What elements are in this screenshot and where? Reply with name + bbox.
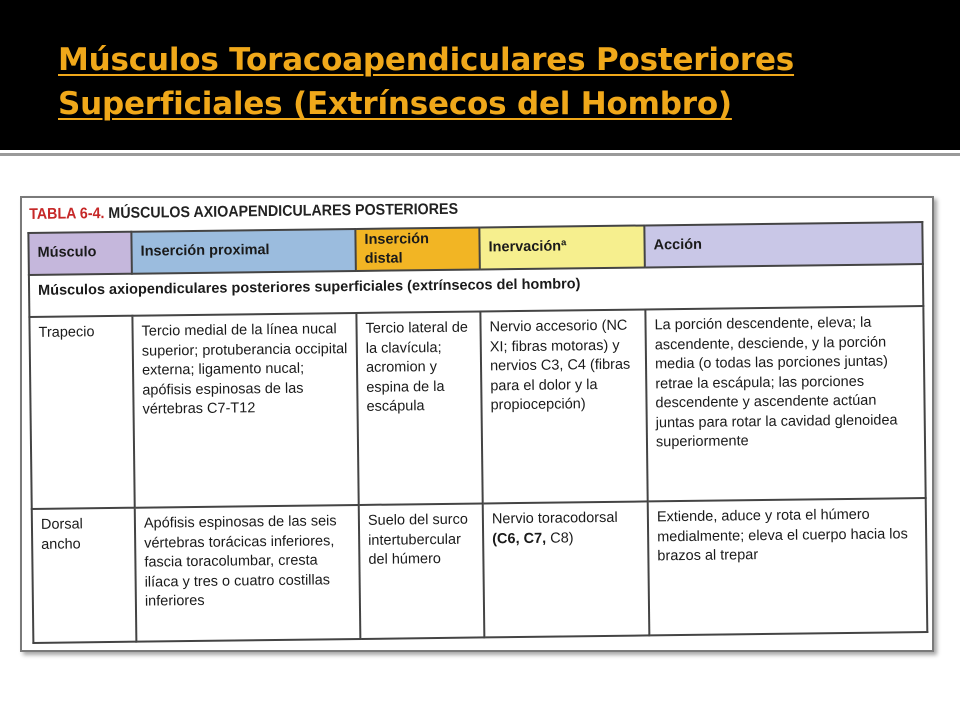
cell-inervacion	[483, 501, 650, 637]
header-accion: Acción	[644, 222, 922, 267]
cell-inervacion: Nervio accesorio (NC XI; fibras motoras) y nervios C3, C4 (fibras para el dolor y la propiocepción)	[480, 309, 647, 503]
inervacion-roots-bold: (C6, C7,	[492, 530, 547, 547]
cell-insercion-distal: Tercio lateral de la clavícula; acromion y espina de la escápula	[356, 311, 482, 505]
title-bar	[0, 0, 960, 150]
header-insercion-distal: Inserción distal	[355, 227, 480, 271]
table-caption-text: MÚSCULOS AXIOAPENDICULARES POSTERIORES	[108, 200, 459, 223]
header-musculo: Músculo	[28, 232, 132, 275]
slide-title	[58, 38, 938, 126]
cell-musculo: Dorsal ancho	[32, 508, 137, 643]
table-number: TABLA 6-4.	[29, 205, 105, 223]
table-caption	[29, 201, 458, 224]
title-divider	[0, 153, 960, 156]
header-insercion-proximal: Inserción proximal	[131, 229, 355, 274]
inervacion-roots: C8)	[546, 529, 574, 547]
cell-accion: Extiende, aduce y rota el húmero medialmente; eleva el cuerpo hacia los brazos al trepar	[648, 498, 928, 635]
table-row	[32, 498, 928, 643]
table-figure	[20, 196, 934, 652]
inervacion-nerve: Nervio toracodorsal	[491, 509, 618, 528]
header-inervacion: Inervaciónª	[479, 225, 645, 269]
cell-accion: La porción descendente, eleva; la ascendente, desciende, y la porción media (o todas las porciones juntas) retrae la escápula; las porciones descendente y ascendente actúan juntas para rotar la cavidad glenoidea superiormente	[645, 306, 925, 501]
cell-insercion-distal: Suelo del surco intertubercular del húmero	[359, 503, 485, 639]
cell-insercion-proximal: Tercio medial de la línea nucal superior; protuberancia occipital externa; ligamento nucal; apófisis espinosas de las vértebras C7-T12	[132, 313, 358, 508]
table-row	[29, 306, 925, 509]
muscles-table	[27, 221, 928, 644]
cell-musculo: Trapecio	[29, 316, 134, 509]
slide-title-line-2: Superficiales (Extrínsecos del Hombro)	[58, 86, 732, 122]
scanned-table	[27, 196, 928, 646]
cell-insercion-proximal: Apófisis espinosas de las seis vértebras torácicas inferiores, fascia toracolumbar, cresta ilíaca y tres o cuatro costillas inferiores	[135, 505, 361, 642]
section-label: Músculos axiopendiculares posteriores superficiales (extrínsecos del hombro)	[29, 264, 923, 317]
slide-title-line-1: Músculos Toracoapendiculares Posteriores	[58, 42, 795, 78]
